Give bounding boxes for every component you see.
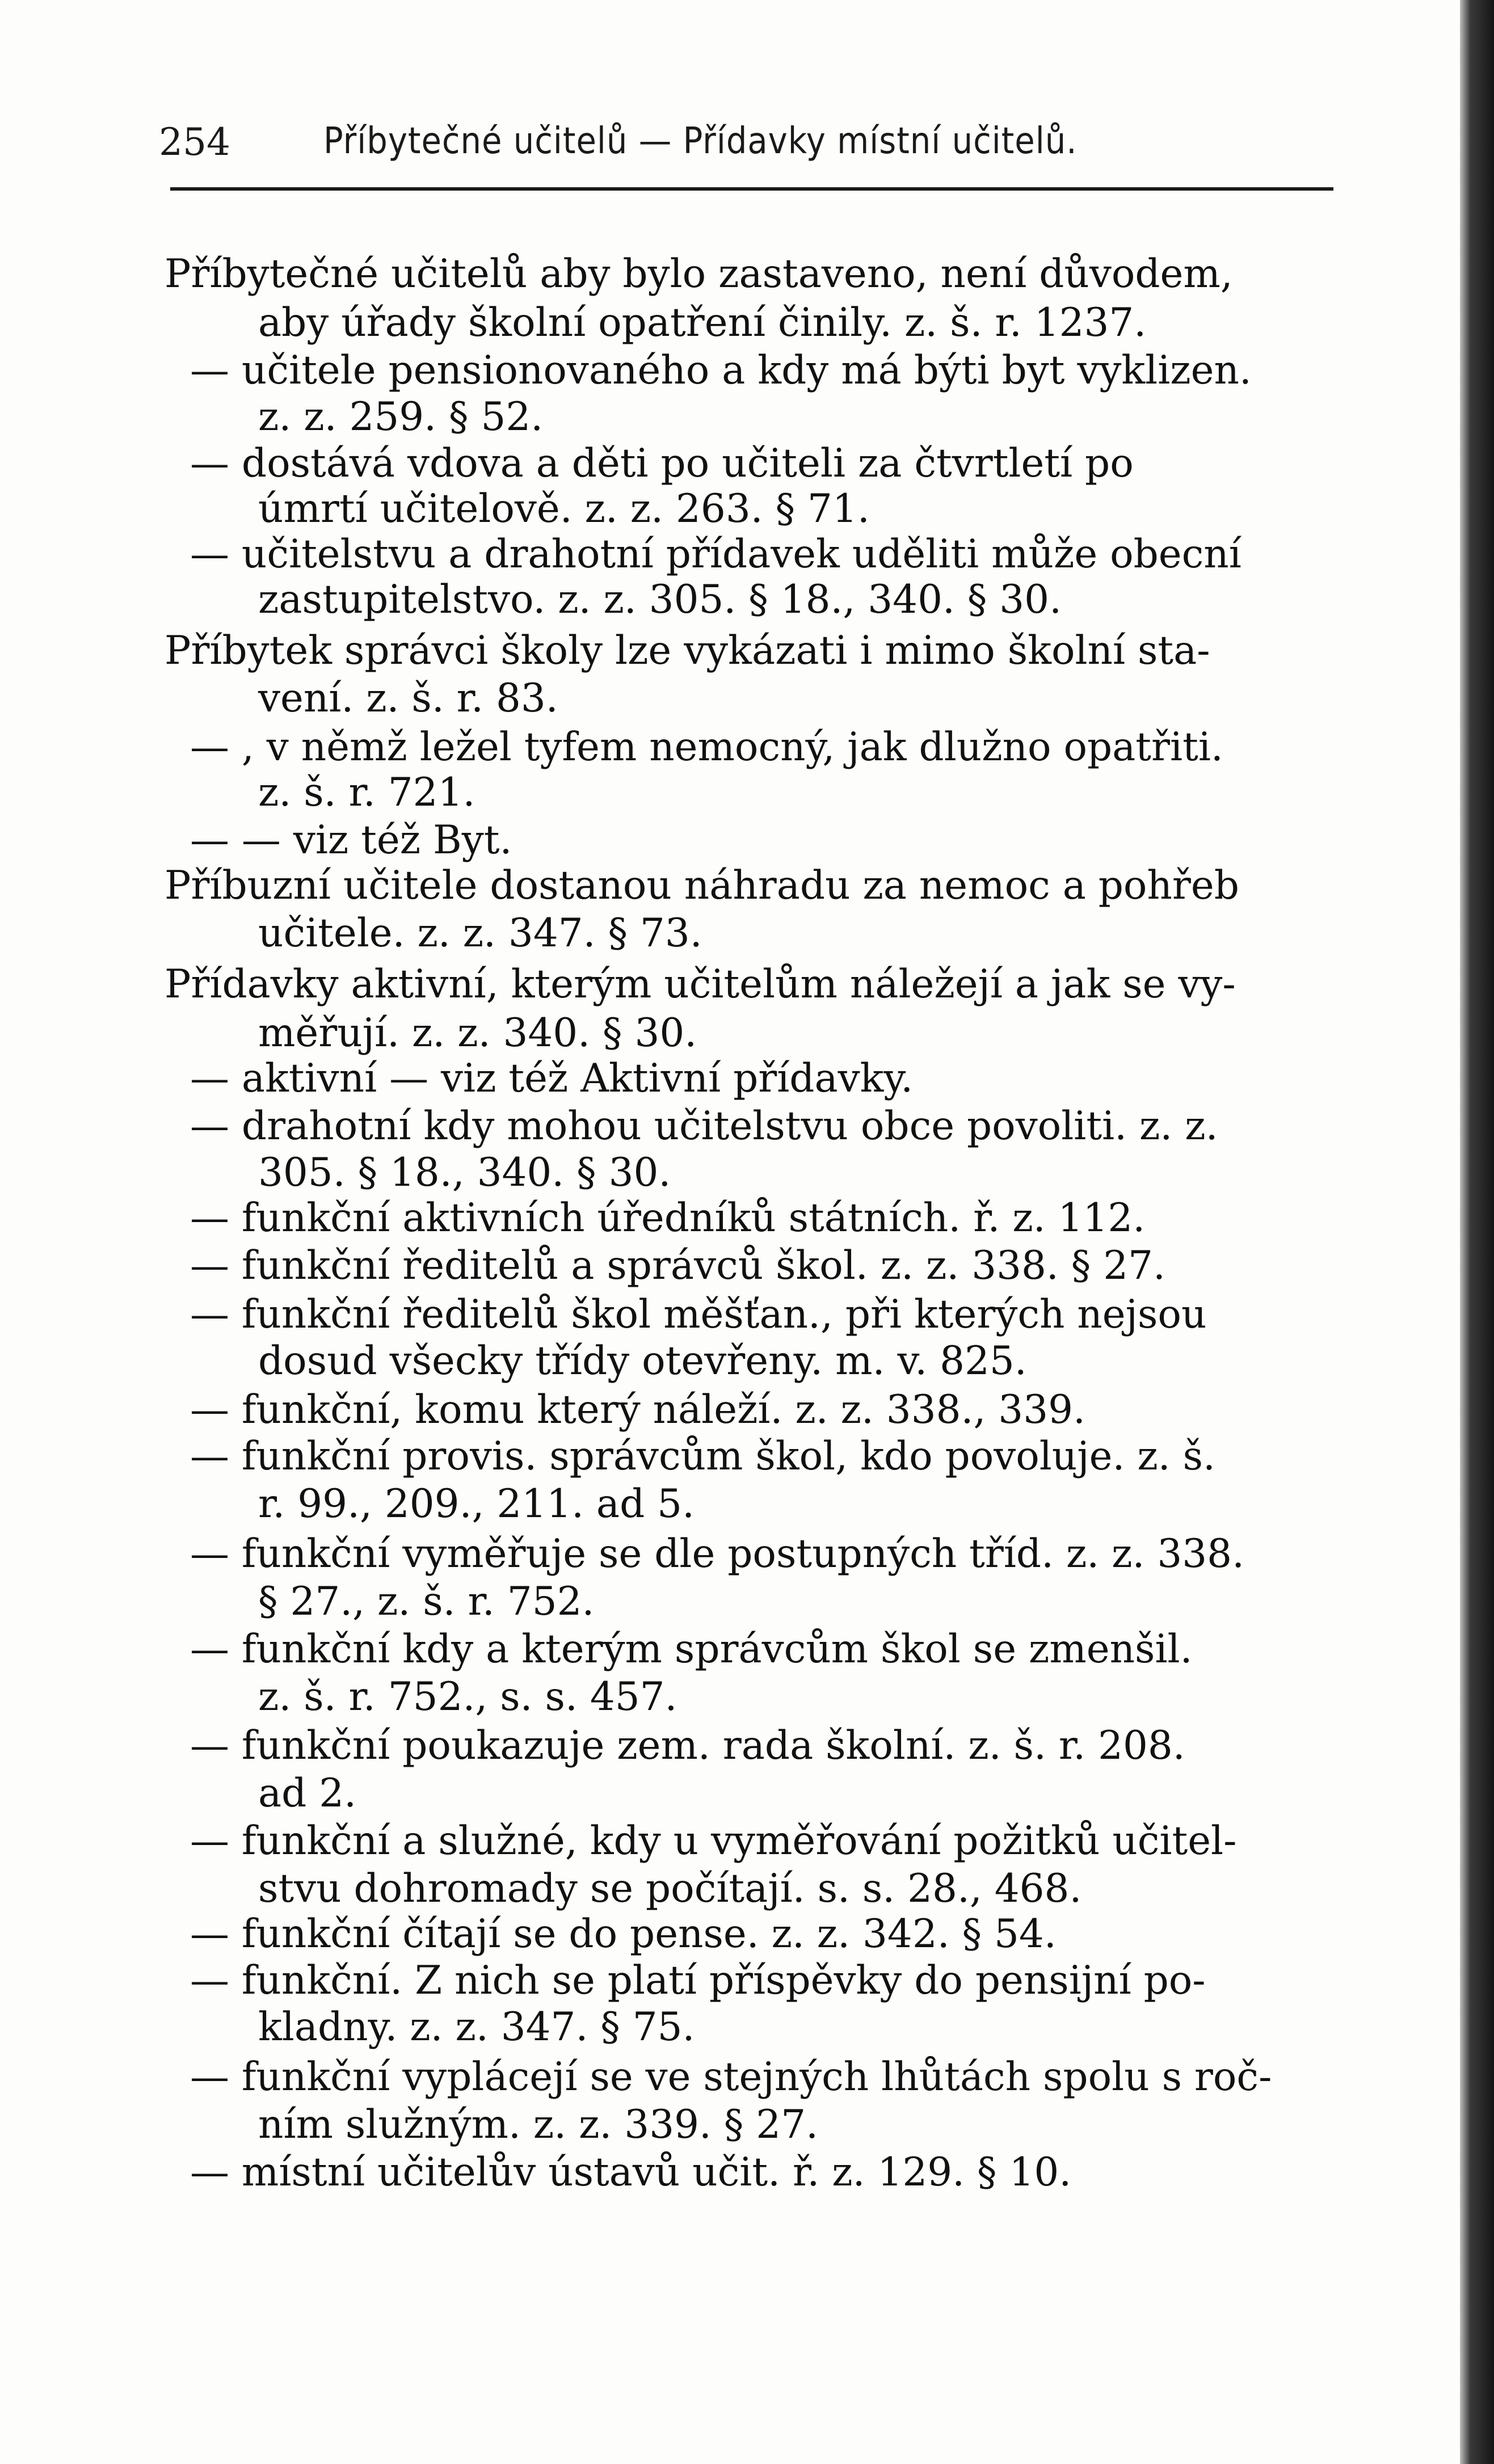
index-line: aby úřady školní opatření činily. z. š. r. 1237. <box>258 300 1147 346</box>
index-line: 305. § 18., 340. § 30. <box>258 1150 671 1195</box>
index-line: — funkční poukazuje zem. rada školní. z. š. r. 208. <box>190 1723 1185 1768</box>
index-line: z. z. 259. § 52. <box>258 394 544 440</box>
index-line: vení. z. š. r. 83. <box>258 676 558 721</box>
index-line: úmrtí učitelově. z. z. 263. § 71. <box>258 486 870 532</box>
index-line: ním služným. z. z. 339. § 27. <box>258 2102 819 2147</box>
index-line: — aktivní — viz též Aktivní přídavky. <box>190 1056 914 1101</box>
index-line: — funkční vyměřuje se dle postupných tříd. z. z. 338. <box>190 1531 1245 1577</box>
index-line: kladny. z. z. 347. § 75. <box>258 2004 695 2050</box>
index-line: — — viz též Byt. <box>190 818 512 863</box>
index-line: — učitelstvu a drahotní přídavek uděliti může obecní <box>190 532 1242 577</box>
page-edge-shadow <box>1460 0 1494 2464</box>
index-line: § 27., z. š. r. 752. <box>258 1579 595 1624</box>
index-line: z. š. r. 721. <box>258 770 475 815</box>
index-line: zastupitelstvo. z. z. 305. § 18., 340. § 30. <box>258 577 1062 622</box>
index-line: Příbytečné učitelů aby bylo zastaveno, není důvodem, <box>165 251 1233 297</box>
index-line: ad 2. <box>258 1771 357 1816</box>
header-rule <box>170 187 1333 191</box>
page-number: 254 <box>159 120 230 164</box>
index-line: dosud všecky třídy otevřeny. m. v. 825. <box>258 1338 1027 1384</box>
index-line: — drahotní kdy mohou učitelstvu obce povoliti. z. z. <box>190 1103 1218 1149</box>
running-title: Příbytečné učitelů — Přídavky místní učitelů. <box>323 120 1078 162</box>
index-line: — funkční kdy a kterým správcům škol se zmenšil. <box>190 1627 1193 1672</box>
index-line: měřují. z. z. 340. § 30. <box>258 1010 697 1056</box>
index-line: — funkční čítají se do pense. z. z. 342. § 54. <box>190 1911 1057 1957</box>
index-line: — učitele pensionovaného a kdy má býti byt vyklizen. <box>190 348 1252 393</box>
index-line: — místní učitelův ústavů učit. ř. z. 129. § 10. <box>190 2150 1072 2195</box>
index-line: — funkční, komu který náleží. z. z. 338., 339. <box>190 1387 1085 1433</box>
index-line: Příbuzní učitele dostanou náhradu za nemoc a pohřeb <box>165 863 1239 908</box>
index-line: — , v němž ležel tyfem nemocný, jak dlužno opatřiti. <box>190 725 1223 770</box>
index-line: Příbytek správci školy lze vykázati i mimo školní sta- <box>165 628 1210 673</box>
index-line: z. š. r. 752., s. s. 457. <box>258 1674 677 1720</box>
index-line: — funkční aktivních úředníků státních. ř. z. 112. <box>190 1195 1146 1241</box>
running-header <box>159 120 1350 177</box>
index-line: stvu dohromady se počítají. s. s. 28., 468. <box>258 1866 1082 1911</box>
index-line: Přídavky aktivní, kterým učitelům náležejí a jak se vy- <box>165 962 1236 1007</box>
index-line: — funkční vyplácejí se ve stejných lhůtách spolu s roč- <box>190 2054 1272 2100</box>
index-line: — funkční provis. správcům škol, kdo povoluje. z. š. <box>190 1434 1215 1479</box>
index-line: — dostává vdova a děti po učiteli za čtvrtletí po <box>190 441 1134 486</box>
index-line: — funkční. Z nich se platí příspěvky do pensijní po- <box>190 1958 1206 2003</box>
index-line: — funkční ředitelů škol měšťan., při kterých nejsou <box>190 1292 1207 1337</box>
index-line: — funkční ředitelů a správců škol. z. z. 338. § 27. <box>190 1243 1165 1288</box>
index-line: učitele. z. z. 347. § 73. <box>258 911 702 956</box>
index-line: r. 99., 209., 211. ad 5. <box>258 1481 695 1527</box>
index-line: — funkční a služné, kdy u vyměřování požitků učitel- <box>190 1818 1237 1864</box>
